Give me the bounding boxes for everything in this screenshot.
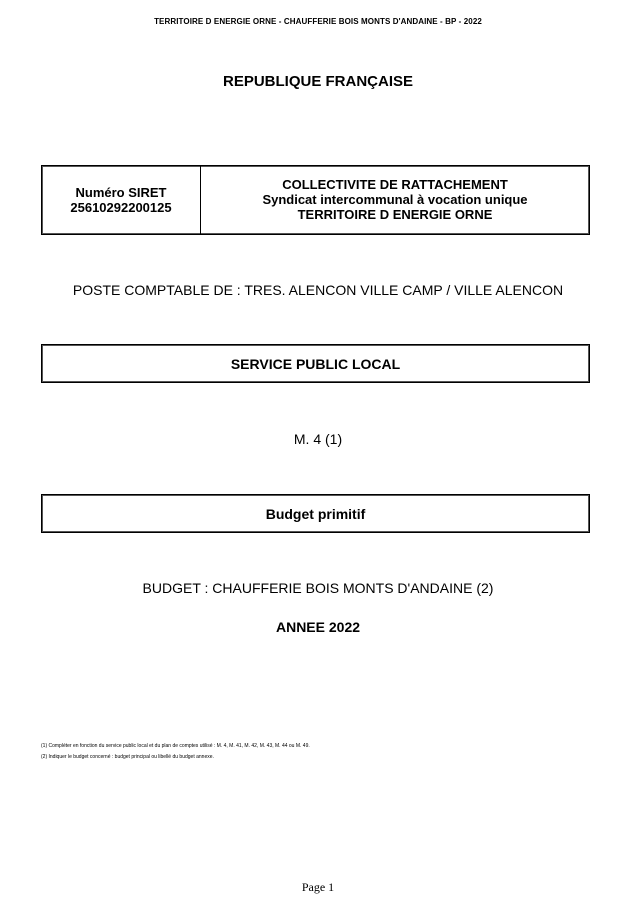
service-label: SERVICE PUBLIC LOCAL — [230, 355, 401, 372]
republic-title: REPUBLIQUE FRANÇAISE — [222, 73, 413, 90]
page-number: Page 1 — [301, 880, 335, 894]
siret-cell — [42, 166, 201, 234]
service-public-box — [41, 344, 590, 383]
document-header: TERRITOIRE D ENERGIE ORNE - CHAUFFERIE BOIS MONTS D'ANDAINE - BP - 2022 — [154, 17, 482, 26]
nomenclature: M. 4 (1) — [293, 431, 343, 447]
siret-label: Numéro SIRET — [75, 185, 167, 200]
siret-number: 25610292200125 — [70, 200, 172, 215]
collectivite-heading: COLLECTIVITE DE RATTACHEMENT — [282, 176, 508, 192]
poste-comptable: POSTE COMPTABLE DE : TRES. ALENCON VILLE CAMP / VILLE ALENCON — [72, 282, 564, 298]
collectivite-cell — [201, 166, 589, 234]
collectivite-type: Syndicat intercommunal à vocation unique — [262, 191, 528, 207]
budget-type-box — [41, 494, 590, 533]
budget-type-label: Budget primitif — [265, 505, 366, 522]
footnote-1: (1) Compléter en fonction du service public local et du plan de comptes utilisé : M. 4, M. 41, M. 42, M. 43, M. 44 ou M. 49. — [41, 743, 310, 749]
year-label: ANNEE 2022 — [275, 619, 361, 635]
collectivite-name: TERRITOIRE D ENERGIE ORNE — [297, 206, 493, 222]
footnote-2: (2) Indiquer le budget concerné : budget principal ou libellé du budget annexe. — [41, 754, 214, 760]
budget-name: BUDGET : CHAUFFERIE BOIS MONTS D'ANDAINE (2) — [142, 580, 494, 596]
siret-collectivite-box — [41, 165, 590, 235]
